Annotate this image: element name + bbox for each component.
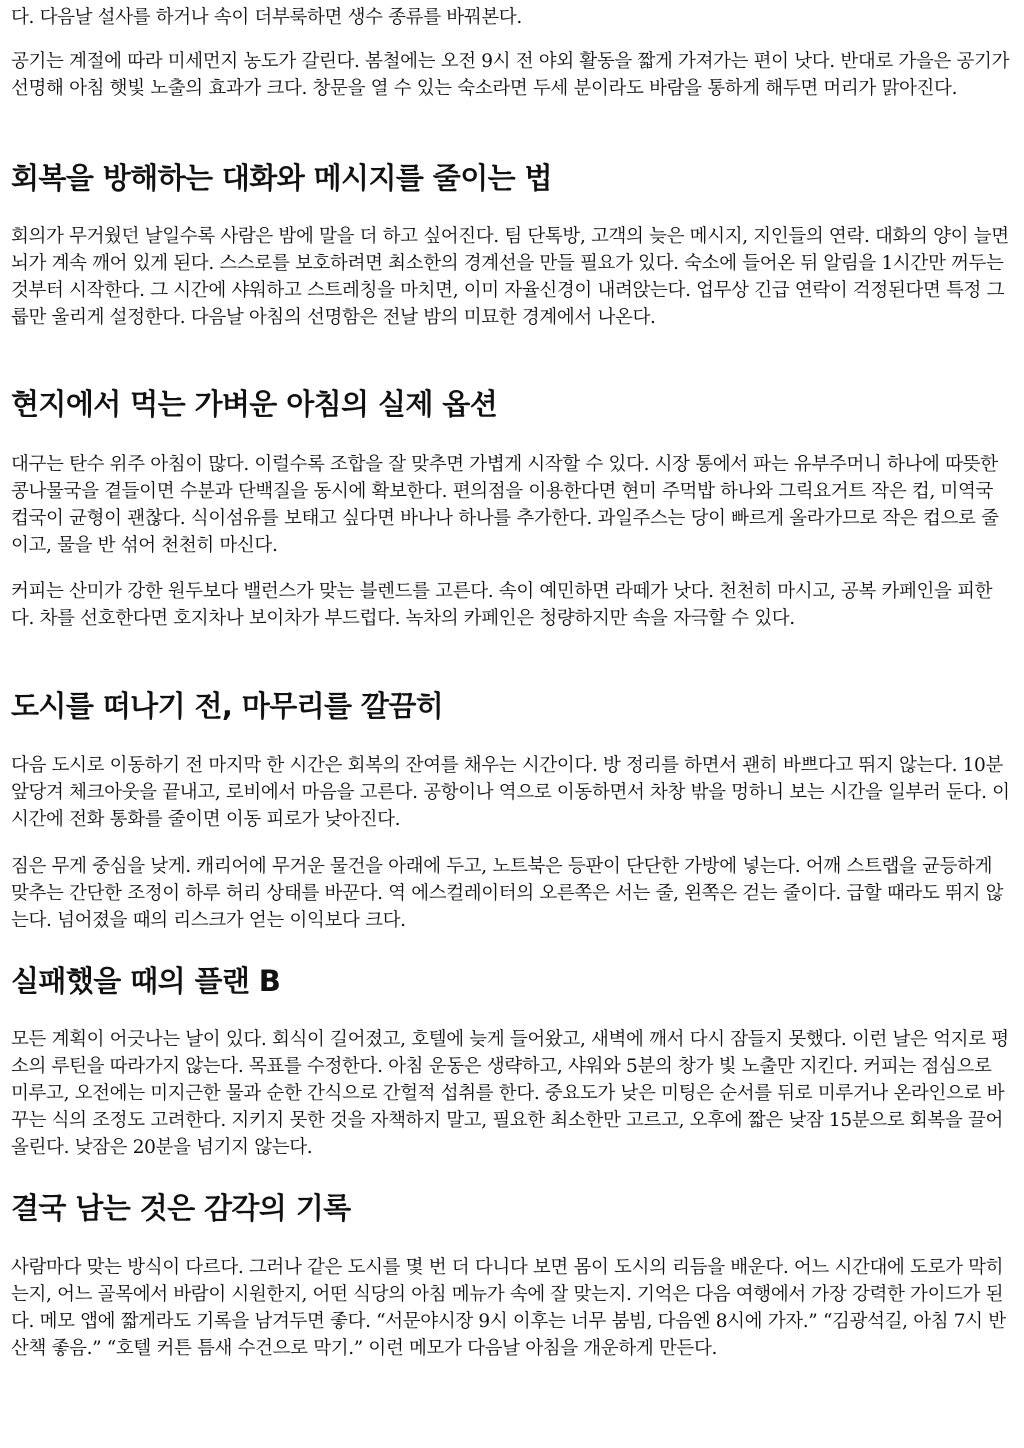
section-paragraph-checkout: 다음 도시로 이동하기 전 마지막 한 시간은 회복의 잔여를 채우는 시간이다. 방 정리를 하면서 괜히 바쁘다고 뛰지 않는다. 10분 앞당겨 체크아웃을 끝내고, 로비에서 마음을 고른다. 공항이나 역으로 이동하면서 차창 밖을 멍하니 보는 시간을 일부러 둔다. 이 시간에 전화 통화를 줄이면 이동 피로가 낮아진다. xyxy=(11,755,1010,830)
section-paragraph-breakfast-options: 대구는 탄수 위주 아침이 많다. 이럴수록 조합을 잘 맞추면 가볍게 시작할 수 있다. 시장 통에서 파는 유부주머니 하나에 따뜻한 콩나물국을 곁들이면 수분과 단백질을 동시에 확보한다. 편의점을 이용한다면 현미 주먹밥 하나와 그릭요거트 작은 컵, 미역국 컵국이 균형이 괜찮다. 식이섬유를 보태고 싶다면 바나나 하나를 추가한다. 과일주스는 당이 빠르게 올라가므로 작은 컵으로 줄이고, 물을 반 섞어 천천히 마신다. xyxy=(11,454,999,556)
section-heading-breakfast: 현지에서 먹는 가벼운 아침의 실제 옵션 xyxy=(11,387,498,421)
section-paragraph-messages: 회의가 무거웠던 날일수록 사람은 밤에 말을 더 하고 싶어진다. 팀 단톡방, 고객의 늦은 메시지, 지인들의 연락. 대화의 양이 늘면 뇌가 계속 깨어 있게 된다. 스스로를 보호하려면 최소한의 경계선을 만들 필요가 있다. 숙소에 들어온 뒤 알림을 1시간만 꺼두는 것부터 시작한다. 그 시간에 샤워하고 스트레칭을 마치면, 이미 자율신경이 내려앉는다. 업무상 긴급 연락이 걱정된다면 특정 그룹만 울리게 설정한다. 다음날 아침의 선명함은 전날 밤의 미묘한 경계에서 나온다. xyxy=(11,226,1009,328)
section-paragraph-plan-b: 모든 계획이 어긋나는 날이 있다. 회식이 길어졌고, 호텔에 늦게 들어왔고, 새벽에 깨서 다시 잠들지 못했다. 이런 날은 억지로 평소의 루틴을 따라가지 않는다. 목표를 수정한다. 아침 운동은 생략하고, 샤워와 5분의 창가 빛 노출만 지킨다. 커피는 점심으로 미루고, 오전에는 미지근한 물과 순한 간식으로 간헐적 섭취를 한다. 중요도가 낮은 미팅은 순서를 뒤로 미루거나 온라인으로 바꾸는 식의 조정도 고려한다. 지키지 못한 것을 자책하지 말고, 필요한 최소한만 고르고, 오후에 짧은 낮잠 15분으로 회복을 끌어올린다. 낮잠은 20분을 넘기지 않는다. xyxy=(11,1029,1009,1158)
section-heading-leaving-city: 도시를 떠나기 전, 마무리를 깔끔히 xyxy=(11,689,444,723)
section-heading-plan-b: 실패했을 때의 플랜 B xyxy=(11,964,281,998)
section-paragraph-coffee: 커피는 산미가 강한 원두보다 밸런스가 맞는 블렌드를 고른다. 속이 예민하면 라떼가 낫다. 천천히 마시고, 공복 카페인을 피한다. 차를 선호한다면 호지차나 보이차가 부드럽다. 녹차의 카페인은 청량하지만 속을 자극할 수 있다. xyxy=(11,581,993,629)
section-paragraph-sensory-record: 사람마다 맞는 방식이 다르다. 그러나 같은 도시를 몇 번 더 다니다 보면 몸이 도시의 리듬을 배운다. 어느 시간대에 도로가 막히는지, 어느 골목에서 바람이 시원한지, 어떤 식당의 아침 메뉴가 속에 잘 맞는지. 기억은 다음 여행에서 가장 강력한 가이드가 된다. 메모 앱에 짧게라도 기록을 남겨두면 좋다. “서문야시장 9시 이후는 너무 붐빔, 다음엔 8시에 가자.” “김광석길, 아침 7시 반 산책 좋음.” “호텔 커튼 틈새 수건으로 막기.” 이런 메모가 다음날 아침을 개운하게 만든다. xyxy=(11,1257,1006,1359)
section-heading-messages: 회복을 방해하는 대화와 메시지를 줄이는 법 xyxy=(11,161,552,195)
air-quality-paragraph: 공기는 계절에 따라 미세먼지 농도가 갈린다. 봄철에는 오전 9시 전 야외 활동을 짧게 가져가는 편이 낫다. 반대로 가을은 공기가 선명해 아침 햇빛 노출의 효과가 크다. 창문을 열 수 있는 숙소라면 두세 분이라도 바람을 통하게 해두면 머리가 맑아진다. xyxy=(11,51,1010,99)
intro-tail-paragraph: 다. 다음날 설사를 하거나 속이 더부룩하면 생수 종류를 바꿔본다. xyxy=(11,7,522,28)
section-heading-sensory-record: 결국 남는 것은 감각의 기록 xyxy=(11,1191,351,1225)
section-paragraph-luggage: 짐은 무게 중심을 낮게. 캐리어에 무거운 물건을 아래에 두고, 노트북은 등판이 단단한 가방에 넣는다. 어깨 스트랩을 균등하게 맞추는 간단한 조정이 하루 허리 상태를 바꾼다. 역 에스컬레이터의 오른쪽은 서는 줄, 왼쪽은 걷는 줄이다. 급할 때라도 뛰지 않는다. 넘어졌을 때의 리스크가 얻는 이익보다 크다. xyxy=(11,856,1004,931)
